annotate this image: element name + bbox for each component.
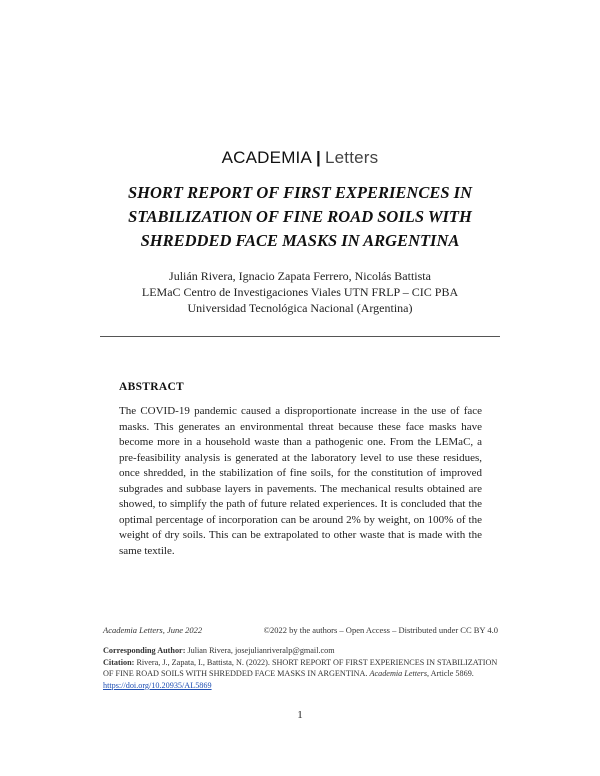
citation [103, 657, 498, 692]
brand-name: ACADEMIA [221, 148, 313, 167]
divider [100, 336, 500, 337]
corresponding-value: Julian Rivera, josejulianriveralp@gmail.com [185, 646, 335, 655]
paper-title [60, 181, 540, 253]
footer-line [103, 625, 498, 635]
abstract-heading: ABSTRACT [119, 381, 185, 393]
citation-label: Citation: [103, 657, 135, 667]
author-names: Julián Rivera, Ignacio Zapata Ferrero, Nicolás Battista [169, 269, 431, 283]
author-block [0, 268, 600, 316]
license-notice: ©2022 by the authors – Open Access – Distributed under CC BY 4.0 [263, 625, 498, 635]
citation-article: , Article 5869. [427, 669, 474, 678]
affiliation-1: LEMaC Centro de Investigaciones Viales UTN FRLP – CIC PBA [141, 285, 459, 299]
title-line: SHREDDED FACE MASKS IN ARGENTINA [140, 231, 460, 250]
journal-date: Academia Letters, June 2022 [103, 625, 203, 635]
brand-section: Letters [325, 148, 379, 167]
affiliation-2: Universidad Tecnológica Nacional (Argentina) [187, 301, 413, 315]
citation-text: Rivera, J., Zapata, I., Battista, N. (2022). SHORT REPORT OF FIRST EXPERIENCES IN STABILIZATION OF FINE ROAD SOILS WITH SHREDDED FACE MASKS IN ARGENTINA. [103, 657, 498, 678]
title-line: SHORT REPORT OF FIRST EXPERIENCES IN [127, 183, 472, 202]
corresponding-author [103, 645, 498, 657]
title-line: STABILIZATION OF FINE ROAD SOILS WITH [128, 207, 472, 226]
page-number: 1 [297, 709, 303, 721]
citation-block [103, 645, 498, 691]
citation-journal: Academia Letters [369, 669, 428, 678]
corresponding-label: Corresponding Author: [103, 646, 186, 655]
brand-separator: | [316, 148, 321, 167]
abstract-body: The COVID-19 pandemic caused a disproportionate increase in the use of face masks. This generates an environmental threat because these face masks have become more in a household waste than a pathogenic one. From the LEMaC, a pre-feasibility analysis is generated at the laboratory level to use these residues, once shredded, in the stabilization of fine soils, for the constitution of improved subgrades and subbase layers in pavements. The mechanical results obtained are showed, to simplify the path of future related experiences. It is concluded that the optimal percentage of incorporation can be around 2% by weight, on 100% of the weight of dry soils. This can be extrapolated to other waste that is made with the same textile. [119, 405, 482, 557]
doi-link[interactable]: https://doi.org/10.20935/AL5869 [103, 680, 212, 690]
journal-brand [0, 148, 600, 168]
